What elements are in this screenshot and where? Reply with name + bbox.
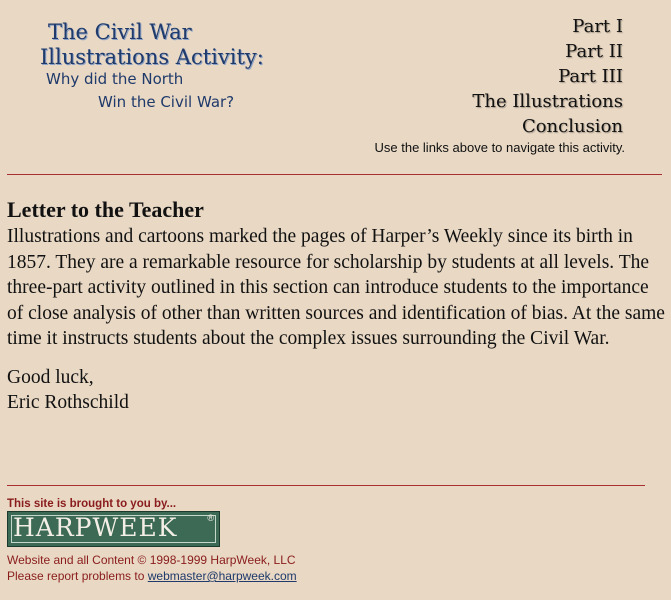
nav-conclusion[interactable]: Conclusion bbox=[521, 116, 623, 137]
report-prefix: Please report problems to bbox=[7, 569, 148, 583]
report-line bbox=[7, 568, 297, 584]
letter-body: Illustrations and cartoons marked the pages of Harper’s Weekly since its birth in 1857. They are a remarkable resource for scholarship by students at all levels. The three-part activity outlined in this section can introduce students to the importance of close analysis of other than written sources and identification of bias. At the same time it instructs students about the complex issues surrounding the Civil War. bbox=[7, 226, 665, 349]
harpweek-logo[interactable] bbox=[7, 511, 220, 547]
footer bbox=[7, 498, 297, 584]
bottom-divider bbox=[7, 485, 645, 486]
top-divider bbox=[7, 174, 662, 175]
nav-hint: Use the links above to navigate this activity. bbox=[374, 140, 625, 155]
letter-signature: Eric Rothschild bbox=[7, 392, 129, 413]
nav-illustrations[interactable]: The Illustrations bbox=[472, 91, 623, 112]
activity-nav bbox=[472, 14, 623, 139]
logo-line-2: Illustrations Activity: bbox=[40, 45, 264, 69]
registered-mark: ® bbox=[207, 513, 214, 523]
letter-closing: Good luck, bbox=[7, 366, 94, 388]
logo-line-3: Why did the North bbox=[46, 70, 184, 88]
nav-part-2[interactable]: Part II bbox=[565, 41, 623, 62]
logo-line-4: Win the Civil War? bbox=[98, 93, 235, 111]
logo-line-1: The Civil War bbox=[48, 20, 192, 44]
letter-section bbox=[7, 196, 667, 416]
activity-logo[interactable] bbox=[20, 18, 264, 128]
letter-heading: Letter to the Teacher bbox=[7, 197, 204, 222]
nav-part-3[interactable]: Part III bbox=[558, 66, 623, 87]
harpweek-wordmark: HARPWEEK bbox=[13, 513, 178, 542]
copyright-text: Website and all Content © 1998-1999 HarpWeek, LLC bbox=[7, 553, 296, 567]
webmaster-email-link[interactable]: webmaster@harpweek.com bbox=[147, 569, 297, 583]
nav-part-1[interactable]: Part I bbox=[572, 16, 623, 37]
header bbox=[0, 0, 671, 172]
sponsor-label: This site is brought to you by... bbox=[7, 498, 177, 510]
